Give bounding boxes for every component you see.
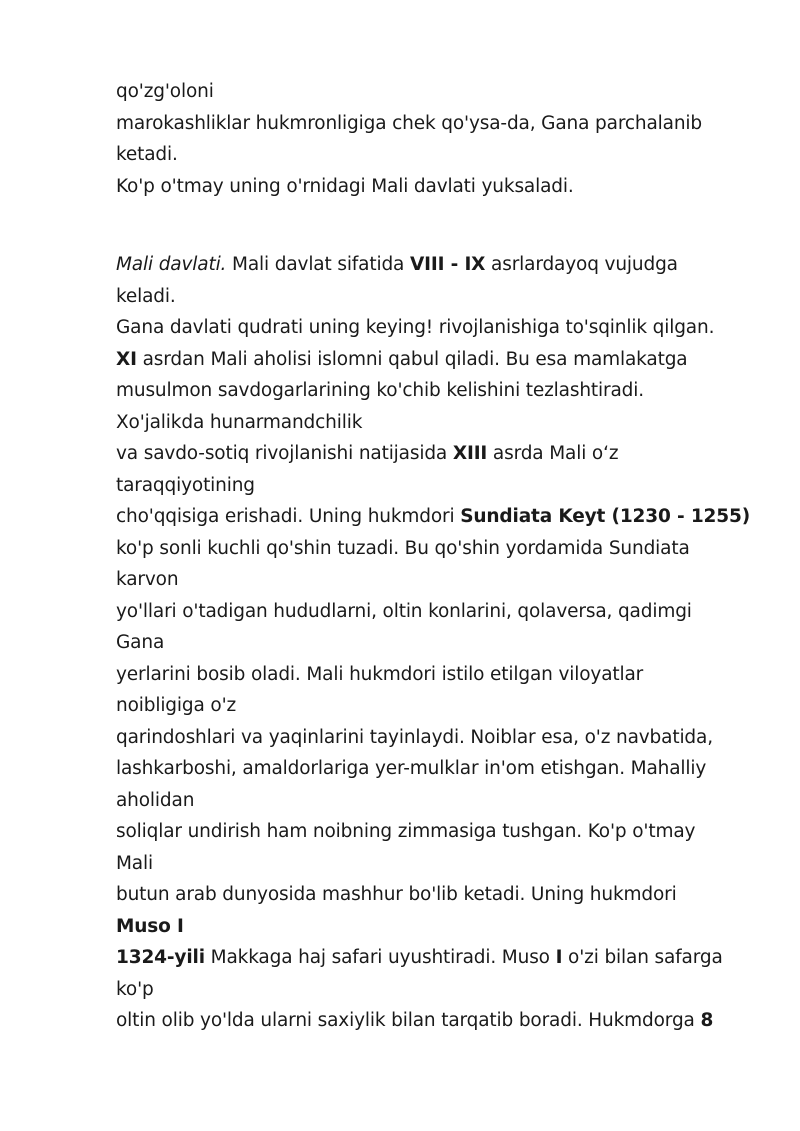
bold-text: XIII — [452, 443, 488, 464]
text-line — [116, 501, 756, 533]
text-line: Ko'p o'tmay uning o'rnidagi Mali davlati yuksaladi. — [116, 175, 574, 197]
bold-text: Muso I — [116, 915, 184, 937]
bold-text: Sundiata Keyt (1230 - 1255) — [460, 506, 751, 527]
text-span: o'zi bilan safarga — [562, 947, 723, 968]
text-span: asrlardayoq vujudga — [485, 254, 678, 275]
text-span: Mali davlat sifatida — [226, 254, 410, 275]
paragraph-gap — [116, 202, 756, 249]
text-line: marokashliklar hukmronligiga chek qo'ysa-da, Gana parchalanib — [116, 112, 702, 134]
text-line — [116, 1005, 756, 1037]
text-line — [116, 249, 756, 281]
text-line: yo'llari o'tadigan hududlarni, oltin konlarini, qolaversa, qadimgi — [116, 600, 692, 622]
text-line: taraqqiyotining — [116, 474, 255, 496]
text-span: asrda Mali o‘z — [487, 443, 619, 464]
text-line — [116, 942, 756, 974]
text-line: butun arab dunyosida mashhur bo'lib ketadi. Uning hukmdori — [116, 884, 677, 905]
bold-text: I — [555, 947, 563, 968]
text-line: noibligiga o'z — [116, 695, 237, 716]
text-span: oltin olib yo'lda ularni saxiylik bilan tarqatib boradi. Hukmdorga — [116, 1010, 701, 1031]
text-line: Gana — [116, 632, 165, 653]
text-line: qarindoshlari va yaqinlarini tayinlaydi. Noiblar esa, o'z navbatida, — [116, 726, 713, 748]
text-line: ko'p — [116, 978, 154, 1000]
text-line: lashkarboshi, amaldorlariga yer-mulklar in'om etishgan. Mahalliy — [116, 758, 707, 779]
text-line — [116, 911, 756, 943]
text-line: musulmon savdogarlarining ko'chib kelishini tezlashtiradi. — [116, 380, 644, 401]
text-line: soliqlar undirish ham noibning zimmasiga tushgan. Ko'p o'tmay — [116, 821, 696, 842]
text-line: keladi. — [116, 285, 176, 307]
text-line: Mali — [116, 852, 153, 874]
bold-text: 8 — [700, 1010, 714, 1031]
section-heading: Mali davlati. — [116, 254, 227, 275]
text-line: yerlarini bosib oladi. Mali hukmdori istilo etilgan viloyatlar — [116, 663, 644, 685]
text-span: Makkaga haj safari uyushtiradi. Muso — [204, 947, 556, 968]
bold-text: 1324-yili — [116, 947, 205, 968]
text-line: qo'zg'oloni — [116, 81, 214, 102]
bold-text: XI — [116, 348, 137, 370]
text-line: karvon — [116, 569, 179, 590]
text-line: ketadi. — [116, 144, 178, 165]
text-span: cho'qqisiga erishadi. Uning hukmdori — [116, 506, 461, 527]
bold-text: VIII - IX — [409, 254, 486, 275]
text-line: ko'p sonli kuchli qo'shin tuzadi. Bu qo'shin yordamida Sundiata — [116, 537, 690, 559]
text-span: va savdo-sotiq rivojlanishi natijasida — [116, 443, 453, 464]
text-line: Gana davlati qudrati uning keying! rivojlanishiga to'sqinlik qilgan. — [116, 317, 715, 338]
text-span: asrdan Mali aholisi islomni qabul qiladi. Bu esa mamlakatga — [136, 348, 688, 370]
text-line: aholidan — [116, 789, 195, 811]
document-page — [116, 76, 756, 1037]
text-line — [116, 344, 756, 376]
text-line — [116, 438, 756, 470]
text-line: Xo'jalikda hunarmandchilik — [116, 411, 363, 433]
